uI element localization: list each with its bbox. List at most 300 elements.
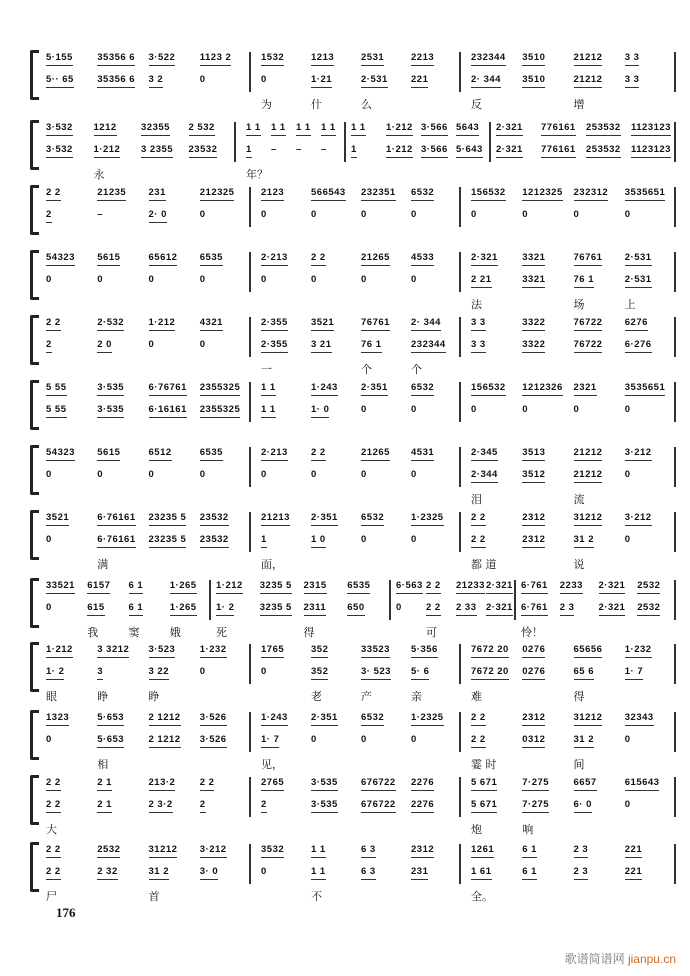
vocal-note-group: 1·21 [311, 74, 332, 88]
vocal-note-group: 6·16161 [149, 404, 187, 418]
instrument-note-group: 6532 [411, 382, 434, 396]
vocal-note-group: 650 [347, 602, 364, 616]
instrument-note-group: 3·212 [200, 844, 227, 858]
measure [257, 445, 457, 489]
vocal-note-group: 232344 [411, 339, 446, 353]
instrument-note-group: 1532 [261, 52, 284, 66]
vocal-note-group: 0 [411, 209, 417, 220]
instrument-note-group: 1·2325 [411, 712, 444, 726]
vocal-note-group: 1· 7 [261, 734, 279, 748]
lyric-text: 眼 [46, 690, 57, 703]
vocal-note-group: 23532 [189, 144, 218, 158]
measure [42, 120, 232, 181]
instrument-note-group: 1·212 [149, 317, 176, 331]
vocal-note-group: 0 [396, 602, 402, 613]
barline [459, 187, 461, 227]
vocal-note-group: 0 [573, 404, 580, 415]
instrument-note-group: 31212 [149, 844, 178, 858]
measure [467, 775, 672, 836]
vocal-note-group: 1 [261, 534, 267, 548]
vocal-note-group: 2 2 [471, 734, 486, 748]
instrument-note-group: 6532 [411, 187, 434, 201]
lyric-text: 响 [522, 823, 534, 836]
lyric-text: 炮 [471, 823, 482, 836]
barline [459, 712, 461, 752]
measure [42, 315, 247, 359]
vocal-note-group: 7672 20 [471, 666, 509, 680]
watermark [565, 950, 676, 967]
instrument-note-group: 2 532 [189, 122, 215, 136]
vocal-note-group: 231 [411, 866, 428, 880]
instrument-note-group: 156532 [471, 382, 506, 396]
measure [392, 578, 513, 639]
barline [674, 777, 676, 817]
vocal-note-group: 1· 7 [625, 666, 643, 680]
measure [467, 250, 672, 311]
instrument-note-group: 3535651 [625, 382, 665, 396]
vocal-note-group: 0 [361, 404, 367, 415]
measure [257, 510, 457, 571]
vocal-note-group: 2 3 [560, 602, 575, 616]
vocal-note-group: 6 3 [361, 866, 376, 880]
instrument-note-group: 5615 [97, 447, 120, 461]
vocal-note-group: 2 [46, 339, 52, 353]
vocal-note-group: 0 [311, 274, 317, 285]
vocal-note-group: 0 [624, 209, 631, 220]
instrument-note-group: 2 2 [471, 712, 486, 726]
vocal-note-group: 2· 0 [149, 209, 167, 223]
instrument-note-group: 21233 [456, 580, 485, 594]
score-system [30, 315, 660, 379]
instrument-note-group: 1·212 [46, 644, 73, 658]
instrument-note-group: 7672 20 [471, 644, 509, 658]
vocal-note-group: 2 [261, 799, 267, 813]
lyric-text: 可 [426, 626, 437, 639]
vocal-note-group: 2311 [304, 602, 327, 616]
vocal-note-group: – [321, 144, 327, 155]
vocal-note-group: 0 [199, 666, 206, 677]
lyric-text: 霎 时 [471, 758, 497, 771]
lyric-text: 么 [361, 98, 372, 111]
barline [674, 252, 676, 292]
vocal-note-group: 23235 5 [149, 534, 187, 548]
vocal-note-group: 21212 [574, 469, 603, 483]
vocal-note-group: 2 1 [97, 799, 112, 813]
barline [674, 382, 676, 422]
instrument-note-group: 2·532 [97, 317, 124, 331]
vocal-note-group: 2276 [411, 799, 434, 813]
vocal-note-group: 0 [261, 866, 267, 877]
instrument-note-group: 3·526 [200, 712, 227, 726]
instrument-note-group: 2·213 [261, 447, 288, 461]
instrument-note-group: 2·321 [471, 252, 498, 266]
vocal-note-group: 3·535 [97, 404, 124, 418]
instrument-note-group: 0276 [522, 644, 545, 658]
vocal-note-group: 31 2 [574, 534, 595, 548]
instrument-note-group: 2 2 [311, 252, 326, 266]
score-system [30, 642, 660, 706]
instrument-note-group: 676722 [361, 777, 396, 791]
barline [249, 52, 251, 92]
score-system [30, 380, 666, 444]
lyric-text: 亲 [411, 690, 422, 703]
instrument-note-group: 1765 [261, 644, 284, 658]
instrument-note-group: 2 2 [311, 447, 326, 461]
instrument-note-group: 2·321 [496, 122, 523, 136]
instrument-note-group: 5615 [97, 252, 120, 266]
instrument-note-group: 1·243 [261, 712, 288, 726]
vocal-note-group: 1 [351, 144, 357, 158]
instrument-note-group: 4531 [411, 447, 434, 461]
score-system [30, 185, 666, 249]
barline [234, 122, 236, 162]
lyric-text: 睁 [97, 690, 109, 703]
lyric-text: 一 [261, 363, 272, 376]
vocal-note-group: 3 [97, 666, 103, 680]
barline [249, 512, 251, 552]
vocal-note-group: – [296, 144, 302, 155]
instrument-note-group: 2355325 [200, 382, 240, 396]
barline [459, 777, 461, 817]
vocal-note-group: 2 2 [46, 866, 61, 880]
instrument-note-group: 5 55 [46, 382, 67, 396]
page-number: 176 [56, 905, 76, 920]
measure [467, 380, 672, 424]
score-system [30, 710, 660, 774]
instrument-note-group: 6657 [574, 777, 597, 791]
instrument-note-group: 3521 [311, 317, 334, 331]
instrument-note-group: 615643 [625, 777, 660, 791]
barline [674, 644, 676, 684]
vocal-note-group: 2·321 [496, 144, 523, 158]
instrument-note-group: 232312 [574, 187, 609, 201]
instrument-note-group: 6·76761 [149, 382, 187, 396]
lyric-text: 都 道 [471, 558, 497, 571]
system-bracket [30, 642, 39, 692]
vocal-note-group: – [271, 144, 277, 155]
measure [467, 185, 672, 229]
vocal-note-group: 0 [46, 734, 52, 745]
barline [674, 844, 676, 884]
barline [459, 844, 461, 884]
lyric-text: 反 [471, 98, 482, 111]
instrument-note-group: 1·232 [625, 644, 652, 658]
instrument-note-group: 2 2 [200, 777, 215, 791]
lyric-text: 面， [261, 558, 283, 571]
instrument-note-group: 1·265 [170, 580, 197, 594]
instrument-note-group: 2532 [637, 580, 660, 594]
system-bracket [30, 578, 39, 628]
barline [249, 447, 251, 487]
barline [249, 382, 251, 422]
lyric-text: 怜！ [521, 626, 543, 639]
barline [249, 317, 251, 357]
vocal-note-group: 615 [87, 602, 104, 616]
vocal-note-group: 1 0 [311, 534, 326, 548]
instrument-note-group: 76761 [574, 252, 603, 266]
instrument-note-group: 6535 [200, 252, 223, 266]
instrument-note-group: 1 1 [261, 382, 276, 396]
instrument-note-group: 2 1 [97, 777, 112, 791]
instrument-note-group: 1323 [46, 712, 69, 726]
lyric-text: 窦 [128, 626, 140, 639]
lyric-text: 满 [97, 558, 109, 571]
instrument-note-group: 2213 [411, 52, 434, 66]
vocal-note-group: 0 [97, 274, 104, 285]
instrument-note-group: 65612 [149, 252, 178, 266]
vocal-note-group: 1·212 [94, 144, 121, 158]
instrument-note-group: 566543 [311, 187, 346, 201]
instrument-note-group: 6535 [347, 580, 370, 594]
instrument-note-group: 3·535 [311, 777, 338, 791]
vocal-note-group: 221 [625, 866, 642, 880]
instrument-note-group: 253532 [586, 122, 621, 136]
vocal-note-group: 1·212 [386, 144, 413, 158]
measure [42, 710, 247, 771]
barline [459, 447, 461, 487]
instrument-note-group: 3·212 [625, 447, 652, 461]
vocal-note-group: 2355325 [200, 404, 240, 418]
vocal-note-group: 5·· 65 [46, 74, 74, 88]
vocal-note-group: 0 [46, 469, 52, 480]
vocal-note-group: 0 [361, 209, 367, 220]
instrument-note-group: 23532 [200, 512, 229, 526]
instrument-note-group: 2276 [411, 777, 434, 791]
vocal-note-group: 0 [46, 534, 52, 545]
instrument-note-group: 21212 [574, 52, 603, 66]
instrument-note-group: 4321 [200, 317, 223, 331]
vocal-note-group: 6·276 [625, 339, 652, 353]
instrument-note-group: 65656 [574, 644, 603, 658]
lyric-text: 增 [573, 98, 585, 111]
vocal-note-group: 7·275 [522, 799, 549, 813]
lyric-text: 死 [216, 626, 227, 639]
instrument-note-group: 54323 [46, 447, 75, 461]
system-bracket [30, 775, 39, 825]
vocal-note-group: 3 3 [625, 74, 640, 88]
measure [42, 775, 247, 836]
instrument-note-group: 6532 [361, 512, 384, 526]
vocal-note-group: 3·532 [46, 144, 73, 158]
instrument-note-group: 54323 [46, 252, 75, 266]
barline [674, 317, 676, 357]
system-bracket [30, 445, 39, 495]
instrument-note-group: 2 2 [471, 512, 486, 526]
instrument-note-group: 31212 [574, 712, 603, 726]
lyric-text: 睁 [148, 690, 160, 703]
measure [42, 510, 247, 571]
lyric-text: 个 [411, 363, 422, 376]
vocal-note-group: 0 [261, 666, 267, 677]
measure [257, 185, 457, 229]
vocal-note-group: 76722 [574, 339, 603, 353]
instrument-note-group: 1261 [471, 844, 494, 858]
instrument-note-group: 2·351 [311, 712, 338, 726]
vocal-note-group: 23532 [200, 534, 229, 548]
instrument-note-group: 3322 [522, 317, 545, 331]
instrument-note-group: 3510 [522, 52, 545, 66]
vocal-note-group: 1· 2 [216, 602, 234, 616]
vocal-note-group: 221 [411, 74, 428, 88]
vocal-note-group: 3322 [522, 339, 545, 353]
instrument-note-group: 232344 [471, 52, 506, 66]
vocal-note-group: 6·76161 [97, 534, 135, 548]
score-system [30, 510, 660, 574]
instrument-note-group: 1·212 [216, 580, 243, 594]
vocal-note-group: 31 2 [149, 866, 170, 880]
vocal-note-group: 0 [311, 209, 317, 220]
barline [389, 580, 391, 620]
lyric-text: 说 [573, 558, 585, 571]
instrument-note-group: 2·345 [471, 447, 498, 461]
instrument-note-group: 3 3 [471, 317, 486, 331]
lyric-text: 法 [471, 298, 482, 311]
score-system [30, 50, 660, 114]
instrument-note-group: 6532 [361, 712, 384, 726]
lyric-text: 泪 [471, 493, 482, 506]
measure [467, 710, 672, 771]
instrument-note-group: 352 [311, 644, 328, 658]
lyric-text: 永 [93, 168, 105, 181]
vocal-note-group: 5·643 [456, 144, 483, 158]
vocal-note-group: 3·566 [421, 144, 448, 158]
measure [42, 842, 247, 903]
vocal-note-group: 0 [411, 274, 417, 285]
system-bracket [30, 250, 39, 300]
vocal-note-group: 2·355 [261, 339, 288, 353]
instrument-note-group: 2321 [574, 382, 597, 396]
instrument-note-group: 31212 [574, 512, 603, 526]
barline [674, 52, 676, 92]
vocal-note-group: 0 [624, 404, 631, 415]
vocal-note-group: 1 [246, 144, 252, 158]
barline [209, 580, 211, 620]
vocal-note-group: 2·321 [486, 602, 513, 616]
instrument-note-group: 1 1 [296, 122, 311, 136]
vocal-note-group: 2 2 [426, 602, 441, 616]
instrument-note-group: 3521 [46, 512, 69, 526]
instrument-note-group: 1212325 [522, 187, 562, 201]
lyric-text: 什 [311, 98, 322, 111]
vocal-note-group: 3·535 [311, 799, 338, 813]
instrument-note-group: 2312 [522, 712, 545, 726]
vocal-note-group: 0 [624, 799, 631, 810]
lyric-text: 间 [573, 758, 585, 771]
vocal-note-group: 3 3 [471, 339, 486, 353]
barline [674, 512, 676, 552]
instrument-note-group: 32343 [625, 712, 654, 726]
vocal-note-group: 0 [361, 469, 367, 480]
instrument-note-group: 2·321 [486, 580, 513, 594]
measure [257, 842, 457, 903]
score-system [30, 842, 660, 906]
instrument-note-group: 3·566 [421, 122, 448, 136]
vocal-note-group: 5·653 [97, 734, 124, 748]
measure [242, 120, 342, 181]
vocal-note-group: 3 2 [149, 74, 164, 88]
vocal-note-group: 21212 [574, 74, 603, 88]
score-system [30, 120, 671, 184]
vocal-note-group: 0 [261, 274, 267, 285]
barline [249, 712, 251, 752]
vocal-note-group: 6 1 [129, 602, 144, 616]
instrument-note-group: 2123 [261, 187, 284, 201]
vocal-note-group: 2· 344 [471, 74, 501, 88]
barline [489, 122, 491, 162]
vocal-note-group: 0 [624, 469, 631, 480]
lyric-text: 相 [97, 758, 109, 771]
lyric-text: 娥 [169, 626, 181, 639]
vocal-note-group: 0 [311, 469, 317, 480]
vocal-note-group: 0 [46, 602, 52, 613]
lyric-text: 为 [261, 98, 272, 111]
score-system [30, 775, 660, 839]
vocal-note-group: 2 [200, 799, 206, 813]
vocal-note-group: 3·526 [200, 734, 227, 748]
vocal-note-group: 2 0 [97, 339, 112, 353]
vocal-note-group: 2 21 [471, 274, 492, 288]
measure [467, 445, 672, 506]
instrument-note-group: 3321 [522, 252, 545, 266]
vocal-note-group: 0 [573, 209, 580, 220]
vocal-note-group: 1·265 [170, 602, 197, 616]
instrument-note-group: 2·213 [261, 252, 288, 266]
vocal-note-group: 3510 [522, 74, 545, 88]
instrument-note-group: 1·243 [311, 382, 338, 396]
instrument-note-group: 1 1 [271, 122, 286, 136]
vocal-note-group: 0 [411, 534, 417, 545]
instrument-note-group: 1·232 [200, 644, 227, 658]
vocal-note-group: 0312 [522, 734, 545, 748]
vocal-note-group: 2·531 [361, 74, 388, 88]
measure [467, 50, 672, 111]
vocal-note-group: 0 [199, 209, 206, 220]
system-bracket [30, 315, 39, 365]
vocal-note-group: 0 [411, 469, 417, 480]
vocal-note-group: 1 1 [311, 866, 326, 880]
barline [674, 447, 676, 487]
instrument-note-group: 2 2 [46, 844, 61, 858]
score-system [30, 578, 660, 642]
instrument-note-group: 23235 5 [149, 512, 187, 526]
instrument-note-group: 3·523 [149, 644, 176, 658]
instrument-note-group: 6535 [200, 447, 223, 461]
instrument-note-group: 2·321 [599, 580, 626, 594]
system-bracket [30, 185, 39, 235]
vocal-note-group: 65 6 [574, 666, 595, 680]
instrument-note-group: 6 3 [361, 844, 376, 858]
instrument-note-group: 2531 [361, 52, 384, 66]
instrument-note-group: 2233 [560, 580, 583, 594]
vocal-note-group: 0 [261, 469, 267, 480]
lyric-text: 场 [573, 298, 585, 311]
lyric-text: 首 [148, 890, 160, 903]
instrument-note-group: 6·761 [521, 580, 548, 594]
instrument-note-group: 3·535 [97, 382, 124, 396]
instrument-note-group: 6 1 [129, 580, 144, 594]
instrument-note-group: 76761 [361, 317, 390, 331]
vocal-note-group: 0 [624, 734, 631, 745]
vocal-note-group: 1123123 [631, 144, 671, 158]
instrument-note-group: 231 [149, 187, 166, 201]
measure [257, 50, 457, 111]
vocal-note-group: 5 55 [46, 404, 67, 418]
instrument-note-group: 2312 [522, 512, 545, 526]
vocal-note-group: 0 [148, 339, 155, 350]
instrument-note-group: 1 1 [311, 844, 326, 858]
vocal-note-group: 0 [199, 74, 206, 85]
vocal-note-group: 0 [199, 274, 206, 285]
